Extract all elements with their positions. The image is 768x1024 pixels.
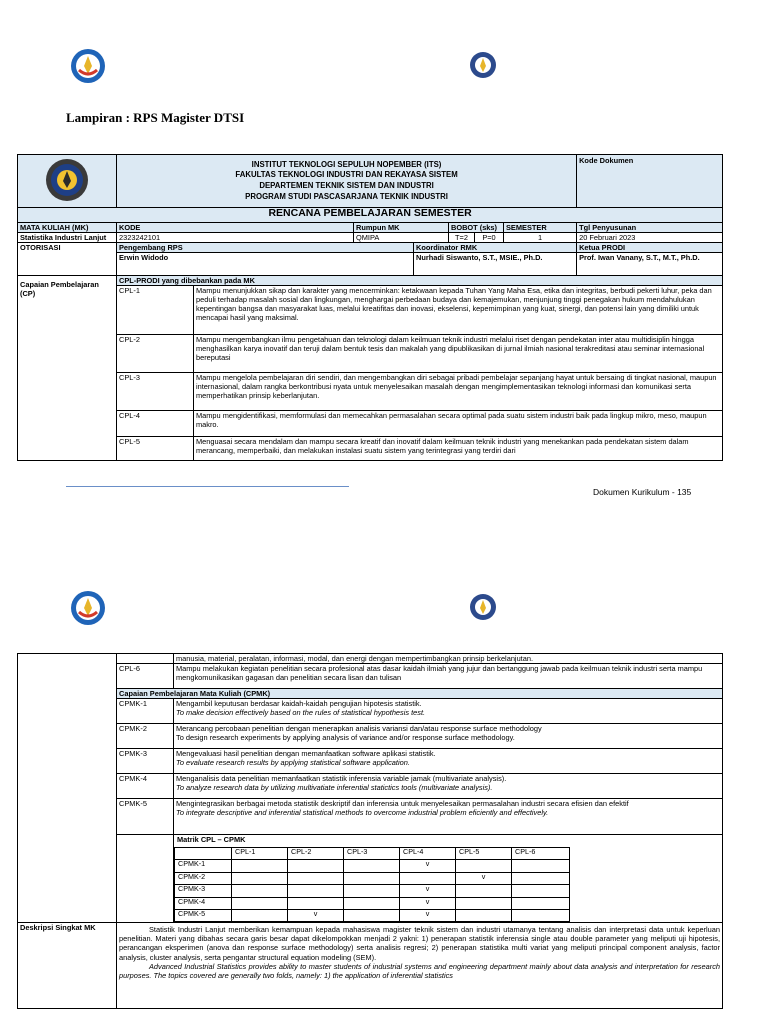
matrix-cell [512,885,570,897]
matrix-cell [512,872,570,884]
matrix-row-label: CPMK-1 [175,860,232,872]
cpl-3-code: CPL-3 [117,373,194,411]
matrix-cell: v [400,885,456,897]
matrix-cell: v [288,910,344,922]
matrix-row-label: CPMK-2 [175,872,232,884]
cpmk-3-en: To evaluate research results by applying statistical software application. [176,758,410,768]
matrix-cell [232,897,288,909]
matrix-row-label: CPMK-3 [175,885,232,897]
its-gear-emblem-icon [41,156,93,204]
matrix-cell: v [400,910,456,922]
kode-dokumen-label: Kode Dokumen [577,155,723,208]
header-line-3: DEPARTEMEN TEKNIK SISTEM DAN INDUSTRI [259,181,434,190]
kode-value: 2323242101 [117,233,354,243]
matrix-cell [456,910,512,922]
tut-wuri-handayani-logo [70,48,106,84]
cpl-3-text: Mampu mengelola pembelajaran diri sendiri, dan mengembangkan diri sebagai pribadi pembelajar sepanjang hayat untuk bersaing di tingkat nasional, maupun internasional, dalam rangka berkontribusi nyata untuk menyelesaikan masalah dengan mengimplementasikan teknologi informasi dan komunikasi serta memperhatikan prinsip keberlanjutan. [194,373,723,411]
cpmk-4-id: Menganalisis data penelitian memanfaatkan statistik inferensia variable jamak (multivariate analysis). [176,774,507,784]
matrix-cell [512,910,570,922]
tgl-value: 20 Februari 2023 [577,233,723,243]
matrix-col-header: CPL-6 [512,848,570,860]
deskripsi-en: Advanced Industrial Statistics provides ability to master students of industrial systems and engineering department mainly about data analysis and interpretation for research purposes. The topics covered are generally two folds, namely: 1) the application of inferential statistics [119,961,720,980]
matrix-cell: v [456,872,512,884]
cpl-2-text: Mampu mengembangkan ilmu pengetahuan dan teknologi dalam keilmuan teknik industri melalui riset dengan pendekatan inter atau multidisiplin hingga menghasilkan karya inovatif dan teruji dalam bentuk tesis dan makalah yang dipublikasikan di jurnal ilmiah nasional terakreditasi atau seminar internasional bereputasi [194,335,723,373]
cp-label: Capaian Pembelajaran (CP) [18,276,117,461]
header-line-4: PROGRAM STUDI PASCASARJANA TEKNIK INDUSTRI [245,191,448,201]
matrix-row-label: CPMK-5 [175,910,232,922]
matrix-cell: v [400,897,456,909]
matrix-cell [288,885,344,897]
cpmk-2-id: Merancang percobaan penelitian dengan menerapkan analisis variansi dan/atau response surface methodology [176,724,542,734]
kode-label: KODE [117,223,354,233]
cont-code-blank [117,654,174,664]
cpl-prodi-label: CPL-PRODI yang dibebankan pada MK [117,276,723,286]
deskripsi-label: Deskripsi Singkat MK [18,923,117,1009]
cpmk-1-en: To make decision effectively based on the rules of statistical hypothesis test. [176,708,426,718]
matrix-cell [344,885,400,897]
matrix-cell [288,860,344,872]
its-logo [469,47,497,83]
matrix-cell [288,897,344,909]
cpmk-2-en: To design research experiments by applying analysis of variance and/or response surface methodology. [176,733,515,743]
koordinator-value: Nurhadi Siswanto, S.T., MSIE., Ph.D. [414,253,577,276]
t-value: T=2 [449,233,475,243]
cpl-4-text: Mampu mengidentifikasi, memformulasi dan memecahkan permasalahan secara optimal pada suatu sistem industri baik pada lingkup mikro, meso, maupun makro. [194,411,723,437]
matrix-cell [344,860,400,872]
matrix-row-label: CPMK-4 [175,897,232,909]
its-emblem-cell [18,155,117,208]
cpl-1-text: Mampu menunjukkan sikap dan karakter yang mencerminkan: ketakwaan kepada Tuhan Yang Maha Esa, etika dan integritas, berbudi pekerti luhur, peka dan peduli terhadap masalah sosial dan lingkungan, menghargai perbedaan budaya dan kemajemukan, menjunjung tinggi penegakan hukum mendahulukan kepentingan bangsa dan masyarakat luas, melalui kreatifitas dan inovasi, ekselensi, kepemimpinan yang kuat, sinergi, dan potensi lain yang dimiliki untuk mencapai hasil yang maksimal. [194,286,723,335]
matrix-col-header: CPL-5 [456,848,512,860]
semester-label: SEMESTER [504,223,577,233]
matrix-cell [232,885,288,897]
rps-content-table [17,653,723,1009]
lampiran-title: Lampiran : RPS Magister DTSI [66,110,245,125]
tut-wuri-handayani-logo-page2 [70,590,106,626]
p-value: P=0 [475,233,504,243]
rps-header-table [17,154,723,461]
rumpun-label: Rumpun MK [354,223,449,233]
semester-value: 1 [504,233,577,243]
cpl-5-text: Menguasai secara mendalam dan mampu secara kreatif dan inovatif dalam keilmuan teknik industri yang menekankan pada pendekatan sistem dalam merancang, memperbaiki, dan melakukan instalasi suatu sistem yang terintegrasi yang terdiri dari [194,437,723,461]
cpmk-2-code: CPMK-2 [117,724,174,749]
matrix-cell [512,860,570,872]
matrix-cell [400,872,456,884]
footer-page-label: Dokumen Kurikulum - 135 [593,487,692,497]
matrix-cell [232,872,288,884]
cpmk-4-en: To analyze research data by utilizing multivatiate inferential statictics tools (multivariate analysis). [176,783,493,793]
cpl-cpmk-matrix [174,847,570,922]
matrix-cell [456,860,512,872]
cpmk-3-id: Mengevaluasi hasil penelitian dengan memanfaatkan software aplikasi statistik. [176,749,436,759]
cpmk-3-code: CPMK-3 [117,749,174,774]
matrix-cell [456,885,512,897]
koordinator-label: Koordinator RMK [414,243,577,253]
cpl-4-code: CPL-4 [117,411,194,437]
cpl-6-code: CPL-6 [117,664,174,689]
mk-value: Statistika Industri Lanjut [18,233,117,243]
tgl-label: Tgl Penyusunan [577,223,723,233]
cpmk-5-en: To integrate descriptive and inferential statistical methods to overcome industrial problem eficiently and effectively. [176,808,549,818]
bobot-label: BOBOT (sks) [449,223,504,233]
cpmk-label: Capaian Pembelajaran Mata Kuliah (CPMK) [117,689,723,699]
matrix-cell [288,872,344,884]
matrix-cell [456,897,512,909]
header-line-1: INSTITUT TEKNOLOGI SEPULUH NOPEMBER (ITS) [251,159,442,169]
header-line-2: FAKULTAS TEKNOLOGI INDUSTRI DAN REKAYASA SISTEM [235,170,458,180]
matrix-cell [232,910,288,922]
cpmk-5-id: Mengintegrasikan berbagai metoda statistik deskriptif dan inferensia untuk menyelesaikan permasalahan industri secara efisien dan efektif [176,799,629,809]
matrix-cell [344,872,400,884]
matrix-corner [175,848,232,860]
cpl-2-code: CPL-2 [117,335,194,373]
cpl-5-code: CPL-5 [117,437,194,461]
cpl-1-code: CPL-1 [117,286,194,335]
matrix-cell [344,897,400,909]
deskripsi-id: Statistik Industri Lanjut memberikan kemampuan kepada mahasiswa magister teknik sistem dan industri utamanya tentang analisis dan interpretasi data untuk keperluan penelitian. Materi yang dibahas secara garis besar dapat dikelompokkan menjadi 2 yakni: 1) penerapan statistik inferensia single atau double parameter yang meliputi uji hipotesis, perancangan eksperimen (anova dan response surface methodology) serta analisis regresi; 2) penerapan statistika multi variat yang meliputi principal component analysis, factor analysis, cluster analysis, serta pengantar structural equation modeling (SEM). [119,925,720,962]
ketua-label: Ketua PRODI [577,243,723,253]
matrix-cell [344,910,400,922]
pengembang-value: Erwin Widodo [117,253,414,276]
matrix-col-header: CPL-4 [400,848,456,860]
cpmk-4-code: CPMK-4 [117,774,174,799]
rps-title: RENCANA PEMBELAJARAN SEMESTER [18,208,723,223]
matrix-col-header: CPL-1 [232,848,288,860]
rumpun-value: QMIPA [354,233,449,243]
matrix-code-blank [117,835,174,923]
matrix-col-header: CPL-3 [344,848,400,860]
footer-divider [66,486,349,487]
cpl-5-continuation: manusia, material, peralatan, informasi, modal, dan energi dengan mempertimbangkan prinsip berkelanjutan. [174,654,723,664]
cpmk-1-code: CPMK-1 [117,699,174,724]
matrix-title: Matrik CPL – CPMK [177,835,246,845]
cpl-6-text: Mampu melakukan kegiatan penelitian secara profesional atas dasar kaidah ilmiah yang jujur dan bertanggung jawab pada keilmuan teknik industri serta mampu mengkomunikasikan gagasan dan penelitian secara lisan dan tulisan [174,664,723,689]
otorisasi-label: OTORISASI [18,243,117,276]
matrix-cell [512,897,570,909]
ketua-value: Prof. Iwan Vanany, S.T., M.T., Ph.D. [577,253,723,276]
mk-label: MATA KULIAH (MK) [18,223,117,233]
cpmk-5-code: CPMK-5 [117,799,174,835]
matrix-cell: v [400,860,456,872]
cpmk-1-id: Mengambil keputusan berdasar kaidah-kaidah pengujian hipotesis statistik. [176,699,422,709]
matrix-col-header: CPL-2 [288,848,344,860]
matrix-cell [232,860,288,872]
its-logo-page2 [469,589,497,625]
pengembang-label: Pengembang RPS [117,243,414,253]
left-blank-cell [18,654,117,923]
matrix-container [174,835,723,923]
